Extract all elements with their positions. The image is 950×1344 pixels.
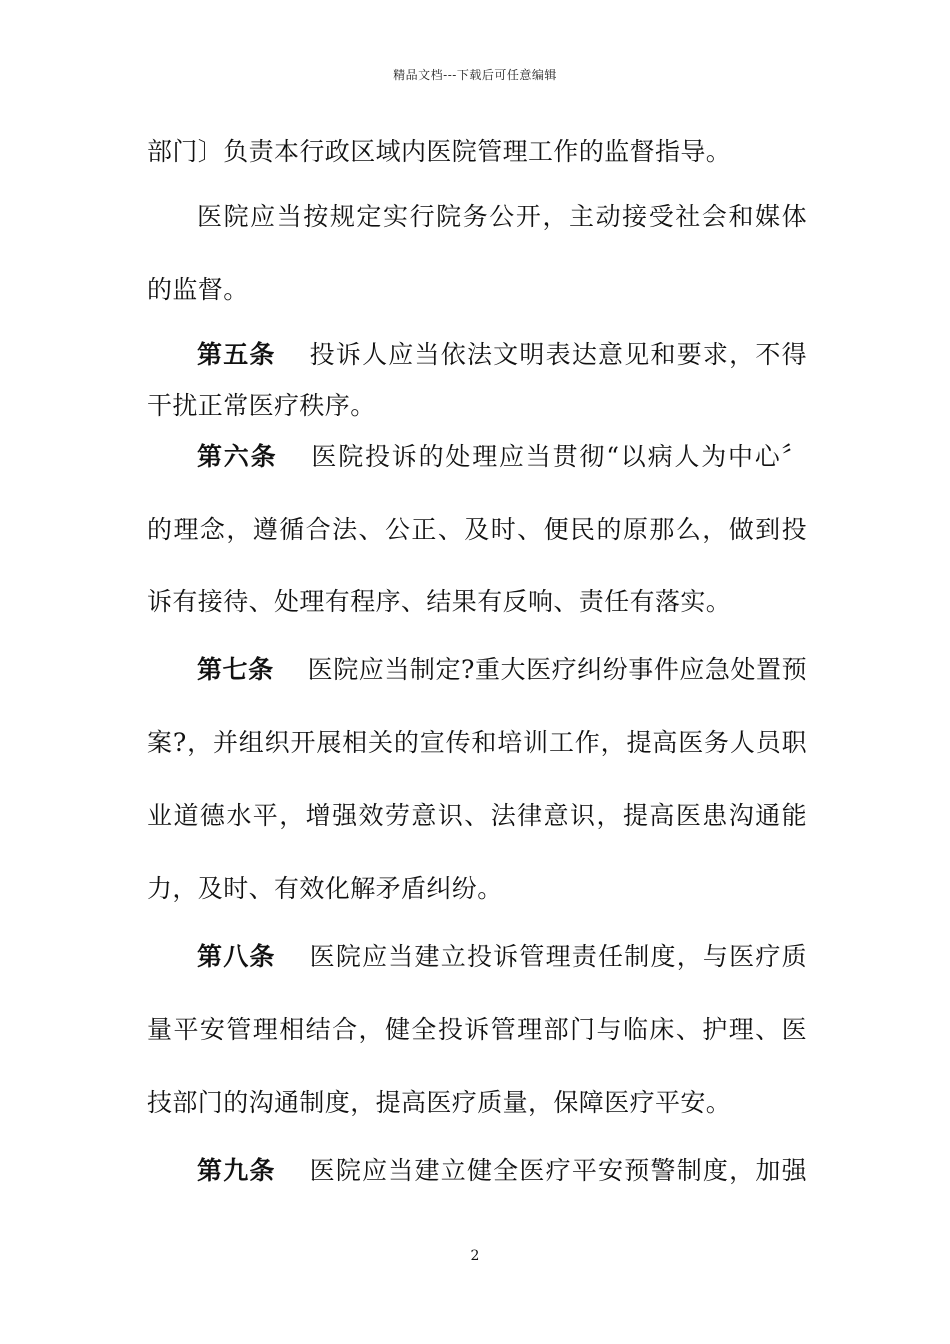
text-line xyxy=(147,726,807,760)
text-line xyxy=(147,1013,807,1047)
text-line xyxy=(147,135,807,169)
article-first-line xyxy=(197,940,807,974)
line-text: 业道德水平，增强效劳意识、法律意识，提高医患沟通能 xyxy=(147,801,807,830)
article-label: 第七条 xyxy=(197,655,274,684)
article-label: 第五条 xyxy=(197,340,276,369)
article-label: 第六条 xyxy=(197,442,278,471)
text-line xyxy=(147,389,807,423)
line-text: 技部门的沟通制度，提高医疗质量，保障医疗平安。 xyxy=(147,1088,732,1117)
line-text: 力，及时、有效化解矛盾纠纷。 xyxy=(147,874,503,903)
article-first-line xyxy=(197,338,807,372)
line-text: 医院应当按规定实行院务公开，主动接受社会和媒体 xyxy=(197,202,807,231)
text-line xyxy=(147,799,807,833)
text-line xyxy=(147,273,807,307)
line-text: 医院应当制定?重大医疗纠纷事件应急处置预 xyxy=(307,655,808,684)
article-first-line xyxy=(197,653,807,687)
page-number: 2 xyxy=(470,1248,480,1264)
article-first-line xyxy=(197,1154,807,1188)
article-label: 第八条 xyxy=(197,942,276,971)
article-first-line xyxy=(197,440,807,474)
text-line xyxy=(147,585,807,619)
line-text: 案?，并组织开展相关的宣传和培训工作，提高医务人员职 xyxy=(147,728,807,757)
line-text: 部门〕负责本行政区域内医院管理工作的监督指导。 xyxy=(147,137,732,166)
article-label: 第九条 xyxy=(197,1156,276,1185)
line-text: 的理念，遵循合法、公正、及时、便民的原那么，做到投 xyxy=(147,515,807,544)
line-text: 量平安管理相结合，健全投诉管理部门与临床、护理、医 xyxy=(147,1015,807,1044)
line-text: 诉有接待、处理有程序、结果有反响、责任有落实。 xyxy=(147,587,732,616)
text-line xyxy=(147,1086,807,1120)
line-text: 医院应当建立投诉管理责任制度，与医疗质 xyxy=(309,942,807,971)
text-line xyxy=(197,200,807,234)
page-header: 精品文档---下载后可任意编辑 xyxy=(393,68,557,82)
text-line xyxy=(147,513,807,547)
line-text: 医院应当建立健全医疗平安预警制度，加强 xyxy=(309,1156,807,1185)
text-line xyxy=(147,872,807,906)
line-text: 投诉人应当依法文明表达意见和要求，不得 xyxy=(309,340,807,369)
line-text: 的监督。 xyxy=(147,275,249,304)
line-text: 干扰正常医疗秩序。 xyxy=(147,391,376,420)
line-text: 医院投诉的处理应当贯彻“以病人为中心〞 xyxy=(311,442,807,471)
